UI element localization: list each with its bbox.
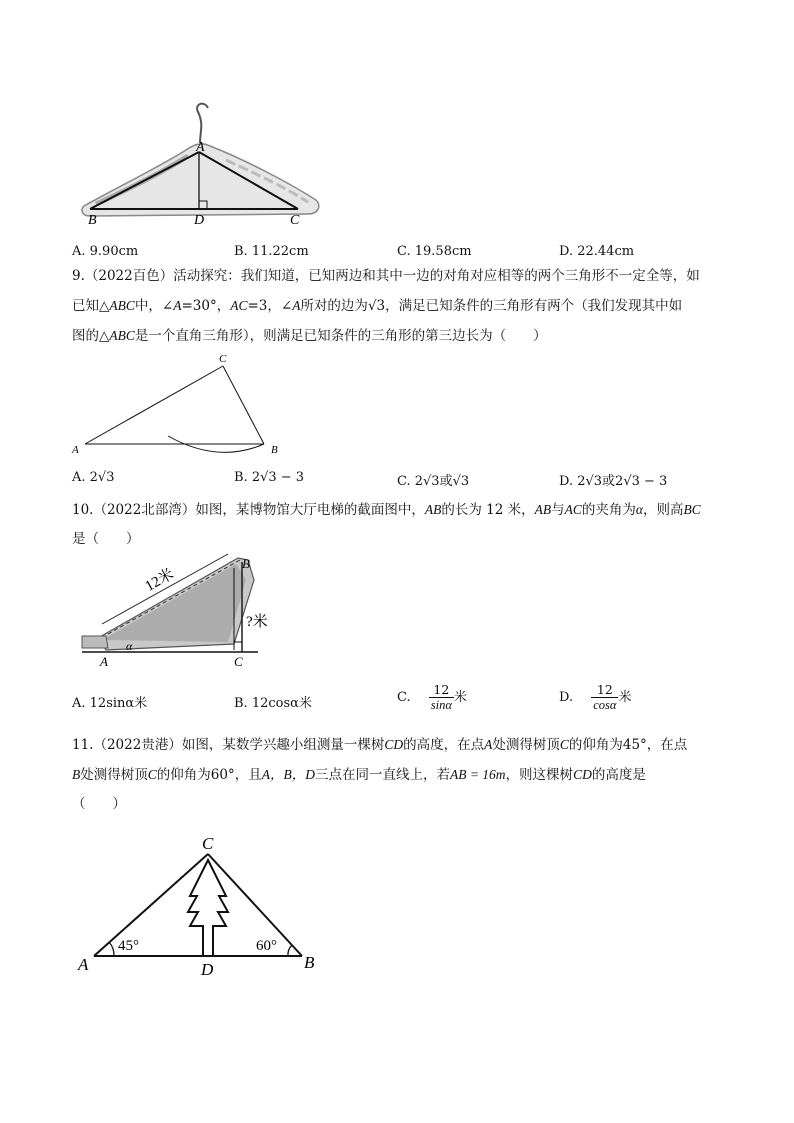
angle-label-b: 60° (256, 938, 277, 954)
q10-option-d[interactable]: D. $\frac{12}{\cos\alpha}$ 米 (559, 682, 632, 712)
q9-label-b: B (271, 444, 278, 456)
q9-line-2: 已知△ABC中，∠A=30°，AC=3，∠A所对的边为√3，满足已知条件的三角形有两个（我们发现其中如 (72, 298, 683, 314)
q11-label-d: D (201, 960, 214, 979)
hanger-hook (197, 104, 208, 143)
q10-text (72, 495, 732, 554)
q9-text (72, 262, 732, 351)
q9-triangle-figure (68, 350, 288, 460)
q10-line-2: 是（ ） (72, 531, 140, 547)
q10-label-alpha: α (126, 639, 133, 653)
q11-label-c: C (202, 834, 214, 853)
q10-option-d-fraction: $\frac{12}{\cos\alpha}$ (593, 682, 617, 712)
length-label: 12米 (142, 566, 177, 595)
q10-option-a[interactable]: A. 12sinα米 (72, 696, 148, 711)
hanger-figure (76, 98, 326, 233)
label-b: B (88, 213, 97, 228)
q9-line-3: 图的△ABC是一个直角三角形），则满足已知条件的三角形的第三边长为（ ） (72, 328, 547, 344)
angle-arc-b (288, 945, 292, 956)
label-d: D (194, 213, 205, 228)
q9-side-ac (85, 366, 223, 444)
tree-figure (74, 830, 334, 980)
angle-label-a: 45° (118, 938, 139, 954)
q10-label-c: C (234, 654, 243, 669)
segment-cb (208, 854, 302, 956)
escalator-base (82, 636, 108, 648)
q10-options (72, 682, 732, 722)
q10-line-1: 10.（2022北部湾）如图，某博物馆大厅电梯的截面图中，AB的长为 12 米，AB与AC的夹角为α，则高BC (72, 502, 701, 518)
q9-line-1: 9.（2022百色）活动探究：我们知道，已知两边和其中一边的对角对应相等的两个三角形不一定全等，如 (72, 268, 700, 284)
q9-label-a: A (72, 444, 79, 456)
q11-label-b: B (304, 953, 315, 972)
q9-option-b[interactable]: B. 2√3 − 3 (234, 470, 305, 485)
label-a: A (196, 140, 205, 155)
q9-option-d[interactable]: D. 2√3或2√3 − 3 (559, 474, 668, 489)
angle-arc-a (109, 942, 114, 956)
q11-line-1: 11.（2022贵港）如图，某数学兴趣小组测量一棵树CD的高度，在点A处测得树顶C的仰角为45°，在点 (72, 737, 688, 753)
q8-option-d[interactable]: D. 22.44cm (559, 244, 635, 259)
q10-label-b: B (242, 556, 250, 571)
q9-option-c[interactable]: C. 2√3或√3 (397, 474, 470, 489)
q10-label-a: A (100, 654, 108, 669)
q8-option-b[interactable]: B. 11.22cm (234, 244, 309, 259)
q9-options (72, 470, 732, 492)
q10-option-c-fraction: $\frac{12}{\sin\alpha}$ (430, 682, 452, 712)
q8-option-c[interactable]: C. 19.58cm (397, 244, 472, 259)
label-c: C (290, 213, 300, 228)
q10-option-c[interactable]: C. $\frac{12}{\sin\alpha}$ 米 (397, 682, 467, 712)
q9-side-cb (223, 366, 264, 444)
q9-option-a[interactable]: A. 2√3 (72, 470, 115, 485)
q11-text (72, 730, 732, 819)
height-label: ?米 (246, 614, 268, 630)
q10-option-b[interactable]: B. 12cosα米 (234, 696, 312, 711)
q11-label-a: A (78, 955, 89, 974)
q9-label-c: C (219, 353, 227, 365)
tree-outline (188, 860, 228, 956)
q11-line-2: B处测得树顶C的仰角为60°，且A，B，D三点在同一直线上，若AB = 16m，则这棵树CD的高度是 (72, 767, 646, 783)
q11-line-3: （ ） (72, 796, 126, 812)
q8-option-a[interactable]: A. 9.90cm (72, 244, 139, 259)
escalator-figure (78, 550, 268, 672)
